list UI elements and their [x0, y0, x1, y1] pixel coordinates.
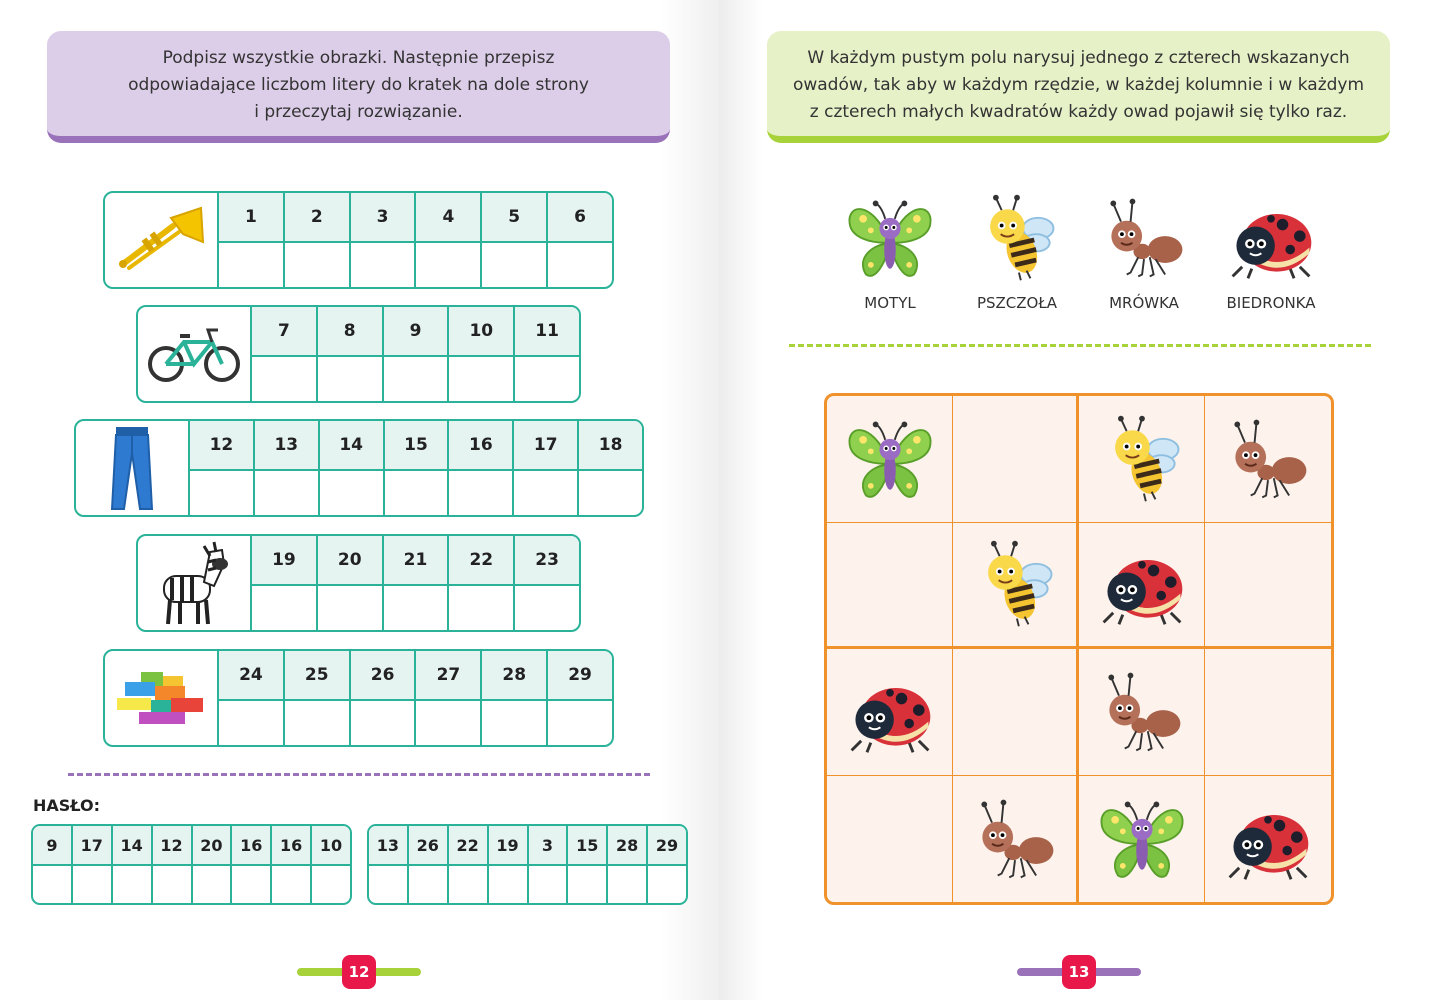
- letter-number: 16: [449, 421, 512, 471]
- ladybug-icon: [1220, 791, 1316, 887]
- letter-box[interactable]: [285, 701, 349, 745]
- password-letter-box[interactable]: [33, 866, 71, 903]
- letter-box[interactable]: [449, 471, 512, 515]
- ant-icon: [1220, 411, 1316, 507]
- password-number: 17: [73, 826, 111, 866]
- insect-label: MOTYL: [864, 294, 916, 312]
- grid-cell-ladybug: [1205, 776, 1331, 903]
- grid-cell-empty[interactable]: [953, 396, 1079, 523]
- instruction-line: odpowiadające liczbom litery do kratek na dole strony: [128, 75, 589, 95]
- legend-ant: [1089, 190, 1199, 312]
- password-letter-box[interactable]: [193, 866, 231, 903]
- grid-cell-empty[interactable]: [827, 523, 953, 650]
- letter-number: 3: [351, 193, 415, 243]
- letter-number: 20: [318, 536, 382, 586]
- butterfly-icon: [842, 190, 938, 286]
- password-number: 29: [648, 826, 686, 866]
- insect-label: PSZCZOŁA: [976, 294, 1058, 312]
- right-instruction-banner: [767, 31, 1390, 143]
- jeans-icon: [76, 421, 190, 515]
- bee-icon: [1094, 411, 1190, 507]
- bee-icon: [967, 536, 1063, 632]
- password-box-2: [367, 824, 688, 905]
- password-number: 13: [369, 826, 407, 866]
- insect-label: MRÓWKA: [1109, 294, 1179, 312]
- word-row-zebra: [136, 534, 581, 632]
- letter-number: 14: [320, 421, 383, 471]
- letter-box[interactable]: [482, 243, 546, 287]
- password-number: 9: [33, 826, 71, 866]
- letter-number: 19: [252, 536, 316, 586]
- instruction-line: z czterech małych kwadratów każdy owad pojawił się tylko raz.: [809, 102, 1348, 122]
- letter-number: 25: [285, 651, 349, 701]
- insect-label: BIEDRONKA: [1226, 294, 1316, 312]
- password-letter-box[interactable]: [648, 866, 686, 903]
- password-number: 15: [568, 826, 606, 866]
- password-letter-box[interactable]: [409, 866, 447, 903]
- letter-number: 27: [416, 651, 480, 701]
- password-number: 26: [409, 826, 447, 866]
- letter-box[interactable]: [548, 701, 612, 745]
- letter-number: 10: [449, 307, 513, 357]
- letter-number: 23: [515, 536, 579, 586]
- letter-number: 4: [416, 193, 480, 243]
- letter-number: 24: [219, 651, 283, 701]
- password-number: 10: [312, 826, 350, 866]
- divider: [789, 344, 1371, 347]
- building-blocks-icon: [105, 651, 219, 745]
- right-page: [719, 0, 1439, 1000]
- password-letter-box[interactable]: [272, 866, 310, 903]
- password-letter-box[interactable]: [153, 866, 191, 903]
- grid-cell-empty[interactable]: [1205, 523, 1331, 650]
- grid-cell-butterfly: [1079, 776, 1205, 903]
- letter-number: 7: [252, 307, 316, 357]
- left-page: [0, 0, 719, 1000]
- divider: [68, 773, 650, 776]
- page-number: 13: [1062, 955, 1096, 989]
- letter-box[interactable]: [449, 357, 513, 401]
- letter-box[interactable]: [514, 471, 577, 515]
- letter-number: 9: [384, 307, 448, 357]
- password-letter-box[interactable]: [369, 866, 407, 903]
- letter-number: 11: [515, 307, 579, 357]
- letter-number: 18: [579, 421, 642, 471]
- bee-icon: [969, 190, 1065, 286]
- letter-box[interactable]: [384, 586, 448, 630]
- password-number: 14: [113, 826, 151, 866]
- grid-cell-butterfly: [827, 396, 953, 523]
- letter-box[interactable]: [318, 586, 382, 630]
- password-number: 19: [489, 826, 527, 866]
- ant-icon: [1096, 190, 1192, 286]
- letter-number: 8: [318, 307, 382, 357]
- legend-ladybug: [1216, 190, 1326, 312]
- zebra-icon: [138, 536, 252, 630]
- word-row-bicycle: [136, 305, 581, 403]
- letter-box[interactable]: [449, 586, 513, 630]
- letter-number: 29: [548, 651, 612, 701]
- password-box-1: [31, 824, 352, 905]
- grid-cell-ant: [1079, 649, 1205, 776]
- password-number: 22: [449, 826, 487, 866]
- word-row-jeans: [74, 419, 644, 517]
- password-number: 3: [529, 826, 567, 866]
- letter-box[interactable]: [416, 701, 480, 745]
- letter-number: 26: [351, 651, 415, 701]
- ladybug-icon: [842, 664, 938, 760]
- letter-box[interactable]: [548, 243, 612, 287]
- password-letter-box[interactable]: [232, 866, 270, 903]
- letter-box[interactable]: [252, 357, 316, 401]
- ant-icon: [967, 791, 1063, 887]
- letter-number: 6: [548, 193, 612, 243]
- password-number: 16: [232, 826, 270, 866]
- letter-box[interactable]: [385, 471, 448, 515]
- letter-box[interactable]: [579, 471, 642, 515]
- trumpet-icon: [105, 193, 219, 287]
- grid-cell-ant: [1205, 396, 1331, 523]
- letter-number: 15: [385, 421, 448, 471]
- letter-box[interactable]: [384, 357, 448, 401]
- password-letter-box[interactable]: [489, 866, 527, 903]
- butterfly-icon: [1094, 791, 1190, 887]
- grid-cell-empty[interactable]: [953, 649, 1079, 776]
- letter-number: 13: [255, 421, 318, 471]
- grid-cell-bee: [1079, 396, 1205, 523]
- letter-box[interactable]: [255, 471, 318, 515]
- password-number: 28: [608, 826, 646, 866]
- password-letter-box[interactable]: [449, 866, 487, 903]
- letter-number: 1: [219, 193, 283, 243]
- letter-box[interactable]: [318, 357, 382, 401]
- letter-box[interactable]: [416, 243, 480, 287]
- letter-box[interactable]: [515, 586, 579, 630]
- word-row-blocks: [103, 649, 614, 747]
- letter-box[interactable]: [219, 243, 283, 287]
- grid-cell-ladybug: [1079, 523, 1205, 650]
- instruction-line: Podpisz wszystkie obrazki. Następnie przepisz: [162, 48, 555, 68]
- page-number: 12: [342, 955, 376, 989]
- letter-number: 28: [482, 651, 546, 701]
- password-letter-box[interactable]: [568, 866, 606, 903]
- letter-number: 22: [449, 536, 513, 586]
- password-label: HASŁO:: [33, 796, 100, 815]
- legend-bee: [962, 190, 1072, 312]
- ladybug-icon: [1223, 190, 1319, 286]
- left-instruction-banner: [47, 31, 670, 143]
- password-number: 16: [272, 826, 310, 866]
- letter-box[interactable]: [252, 586, 316, 630]
- letter-number: 5: [482, 193, 546, 243]
- butterfly-icon: [842, 411, 938, 507]
- letter-box[interactable]: [320, 471, 383, 515]
- letter-box[interactable]: [351, 243, 415, 287]
- ant-icon: [1094, 664, 1190, 760]
- instruction-line: owadów, tak aby w każdym rzędzie, w każdej kolumnie i w każdym: [792, 75, 1365, 95]
- letter-box[interactable]: [285, 243, 349, 287]
- password-letter-box[interactable]: [608, 866, 646, 903]
- legend-butterfly: [835, 190, 945, 312]
- grid-cell-empty[interactable]: [1205, 649, 1331, 776]
- bicycle-icon: [138, 307, 252, 401]
- password-letter-box[interactable]: [113, 866, 151, 903]
- password-letter-box[interactable]: [529, 866, 567, 903]
- grid-cell-ant: [953, 776, 1079, 903]
- insect-sudoku-grid: [824, 393, 1334, 905]
- instruction-line: W każdym pustym polu narysuj jednego z czterech wskazanych: [807, 48, 1350, 68]
- grid-cell-empty[interactable]: [827, 776, 953, 903]
- letter-box[interactable]: [351, 701, 415, 745]
- letter-number: 21: [384, 536, 448, 586]
- letter-box[interactable]: [190, 471, 253, 515]
- letter-number: 2: [285, 193, 349, 243]
- letter-box[interactable]: [515, 357, 579, 401]
- password-letter-box[interactable]: [312, 866, 350, 903]
- ladybug-icon: [1094, 536, 1190, 632]
- password-number: 20: [193, 826, 231, 866]
- word-row-trumpet: [103, 191, 614, 289]
- letter-box[interactable]: [482, 701, 546, 745]
- letter-box[interactable]: [219, 701, 283, 745]
- letter-number: 17: [514, 421, 577, 471]
- password-number: 12: [153, 826, 191, 866]
- grid-cell-bee: [953, 523, 1079, 650]
- password-letter-box[interactable]: [73, 866, 111, 903]
- letter-number: 12: [190, 421, 253, 471]
- grid-cell-ladybug: [827, 649, 953, 776]
- instruction-line: i przeczytaj rozwiązanie.: [254, 102, 463, 122]
